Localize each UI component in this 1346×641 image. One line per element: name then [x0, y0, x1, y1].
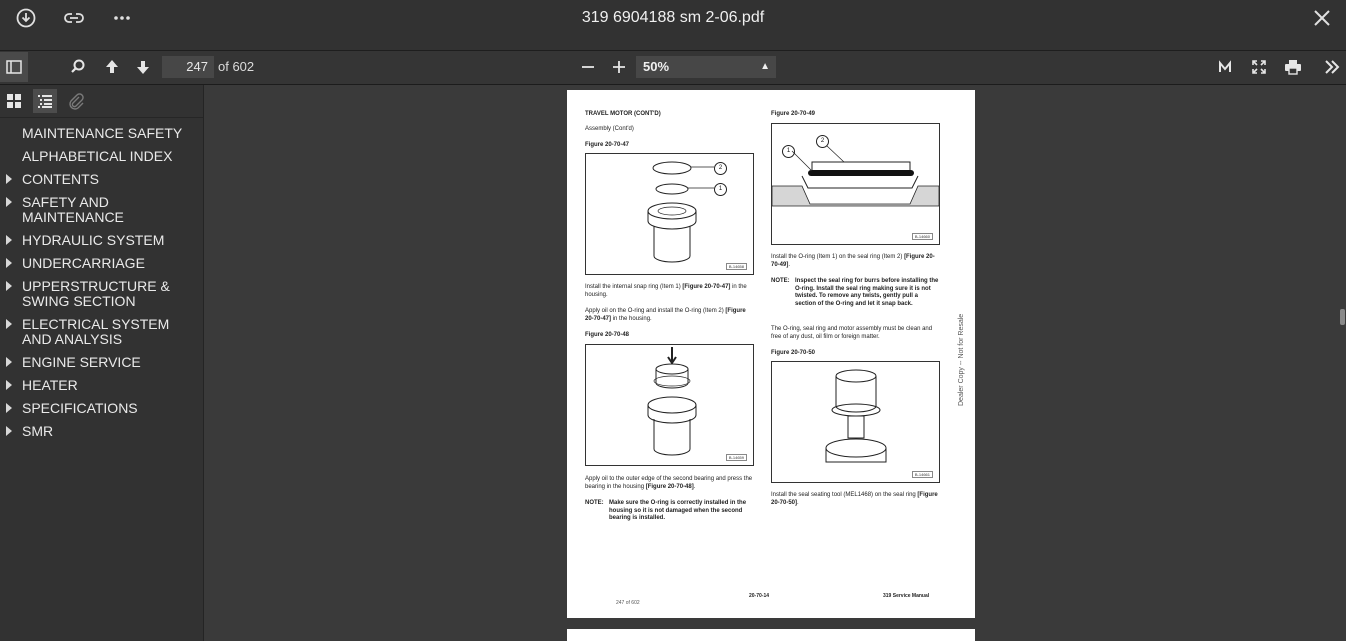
document-outline — [0, 118, 203, 443]
instruction-50: Install the seal seating tool (MEL1468) on the seal ring [Figure 20-70-50]. — [771, 492, 938, 506]
outline-item[interactable] — [0, 397, 203, 420]
outline-item[interactable] — [0, 145, 203, 168]
scrollbar-thumb[interactable] — [1340, 309, 1345, 325]
document-title: 319 6904188 sm 2-06.pdf — [581, 9, 765, 26]
figure-47-code: B-14658 — [726, 263, 747, 270]
instruction-47b: Apply oil on the O-ring and install the O-ring (Item 2) [Figure 20-70-47] in the housing. — [585, 308, 746, 322]
instruction-47a: Install the internal snap ring (Item 1) [Figure 20-70-47] in the housing. — [585, 284, 747, 298]
attachments-icon — [67, 92, 85, 110]
outline-item-label: HYDRAULIC SYSTEM — [22, 232, 165, 248]
callout-1: 1 — [782, 145, 795, 158]
footer-page-of: 247 of 602 — [616, 600, 640, 606]
outline-tab[interactable] — [33, 89, 57, 113]
expand-triangle-icon[interactable] — [6, 197, 12, 207]
presentation-icon[interactable] — [1213, 55, 1237, 79]
figure-50-code: B-14661 — [912, 471, 933, 478]
expand-triangle-icon[interactable] — [6, 319, 12, 329]
outline-item[interactable] — [0, 229, 203, 252]
figure-50-title: Figure 20-70-50 — [771, 350, 816, 356]
figure-48 — [585, 344, 754, 466]
more-tools-icon[interactable] — [1320, 55, 1344, 79]
figure-47-title: Figure 20-70-47 — [585, 142, 630, 148]
cleanliness-text: The O-ring, seal ring and motor assembly must be clean and free of any dust, oil film or foreign matter. — [771, 326, 933, 340]
sidebar — [0, 85, 204, 641]
instruction-48: Apply oil to the outer edge of the second bearing and press the bearing in the housing [Figure 20-70-48]. — [585, 476, 753, 490]
pdf-page — [567, 90, 975, 618]
outline-item[interactable] — [0, 122, 203, 145]
outline-item-label: ALPHABETICAL INDEX — [22, 148, 173, 164]
outline-item[interactable] — [0, 351, 203, 374]
outline-item-label: ELECTRICAL SYSTEM AND ANALYSIS — [22, 316, 170, 347]
expand-triangle-icon[interactable] — [6, 281, 12, 291]
fullscreen-icon[interactable] — [1247, 55, 1271, 79]
note-1-label: NOTE: — [585, 500, 604, 506]
seal-ring-oring-illustration — [772, 124, 939, 244]
callout-2: 2 — [714, 162, 727, 175]
section-heading: TRAVEL MOTOR (CONT'D) — [585, 111, 661, 117]
outline-item[interactable] — [0, 168, 203, 191]
outline-item-label: SMR — [22, 423, 54, 439]
outline-item-label: SAFETY AND MAINTENANCE — [22, 194, 124, 225]
title-bar — [0, 0, 1346, 51]
sidebar-toggle-button[interactable] — [0, 52, 28, 82]
search-icon[interactable] — [66, 55, 90, 79]
figure-47 — [585, 153, 754, 275]
figure-48-code: B-14659 — [726, 454, 747, 461]
select-arrow-icon: ▲ — [760, 61, 770, 72]
outline-item[interactable] — [0, 374, 203, 397]
expand-triangle-icon[interactable] — [6, 403, 12, 413]
outline-item-label: UPPERSTRUCTURE & SWING SECTION — [22, 278, 170, 309]
figure-49-code: B-14660 — [912, 233, 933, 240]
note-2-label: NOTE: — [771, 278, 790, 284]
expand-triangle-icon[interactable] — [6, 380, 12, 390]
callout-2: 2 — [816, 135, 829, 148]
zoom-select[interactable] — [636, 56, 776, 78]
print-icon[interactable] — [1281, 55, 1305, 79]
seal-seating-tool-illustration — [772, 362, 939, 482]
outline-item-label: SPECIFICATIONS — [22, 400, 138, 416]
footer-page-number: 20-70-14 — [749, 593, 770, 599]
close-icon[interactable] — [1310, 6, 1334, 30]
sidebar-tabs — [0, 85, 203, 118]
outline-item[interactable] — [0, 252, 203, 275]
bearing-press-illustration — [586, 345, 753, 465]
document-viewer[interactable] — [204, 85, 1338, 641]
expand-triangle-icon[interactable] — [6, 426, 12, 436]
scrollbar[interactable] — [1338, 85, 1346, 641]
callout-1: 1 — [714, 183, 727, 196]
expand-triangle-icon[interactable] — [6, 258, 12, 268]
instruction-49: Install the O-ring (Item 1) on the seal ring (Item 2) [Figure 20-70-49]. — [771, 254, 935, 268]
expand-triangle-icon[interactable] — [6, 357, 12, 367]
outline-item[interactable] — [0, 420, 203, 443]
outline-item-label: HEATER — [22, 377, 78, 393]
outline-item[interactable] — [0, 275, 203, 313]
zoom-in-icon[interactable] — [607, 55, 631, 79]
page-count: of 602 — [218, 59, 255, 74]
watermark: Dealer Copy -- Not for Resale — [958, 313, 965, 406]
outline-item-label: ENGINE SERVICE — [22, 354, 141, 370]
page-down-icon[interactable] — [131, 55, 155, 79]
note-1-text: Make sure the O-ring is correctly installed in the housing so it is not damaged when the second bearing is installed. — [609, 500, 747, 521]
expand-triangle-icon[interactable] — [6, 174, 12, 184]
outline-item-label: CONTENTS — [22, 171, 99, 187]
page-number-input[interactable] — [162, 56, 214, 78]
next-pdf-page — [567, 629, 975, 641]
housing-snap-ring-illustration — [586, 154, 753, 274]
sidebar-toggle-icon — [0, 52, 28, 82]
outline-item-label: UNDERCARRIAGE — [22, 255, 145, 271]
thumbnails-icon — [6, 93, 22, 109]
figure-49 — [771, 123, 940, 245]
figure-50 — [771, 361, 940, 483]
outline-item-label: MAINTENANCE SAFETY — [22, 125, 183, 141]
zoom-out-icon[interactable] — [576, 55, 600, 79]
outline-item[interactable] — [0, 191, 203, 229]
footer-manual: 319 Service Manual — [883, 593, 930, 599]
attachments-tab[interactable] — [64, 89, 88, 113]
outline-item[interactable] — [0, 313, 203, 351]
expand-triangle-icon[interactable] — [6, 235, 12, 245]
figure-49-title: Figure 20-70-49 — [771, 111, 816, 117]
figure-48-title: Figure 20-70-48 — [585, 332, 630, 338]
page-up-icon[interactable] — [100, 55, 124, 79]
note-2-text: Inspect the seal ring for burrs before installing the O-ring. Install the seal ring making sure it is not twisted. To remove any twists, gently pull a section of the O-ring and let it snap back. — [795, 278, 939, 307]
outline-icon — [37, 93, 53, 109]
zoom-value: 50% — [643, 59, 670, 74]
thumbnails-tab[interactable] — [2, 89, 26, 113]
section-subheading: Assembly (Cont'd) — [585, 126, 634, 132]
